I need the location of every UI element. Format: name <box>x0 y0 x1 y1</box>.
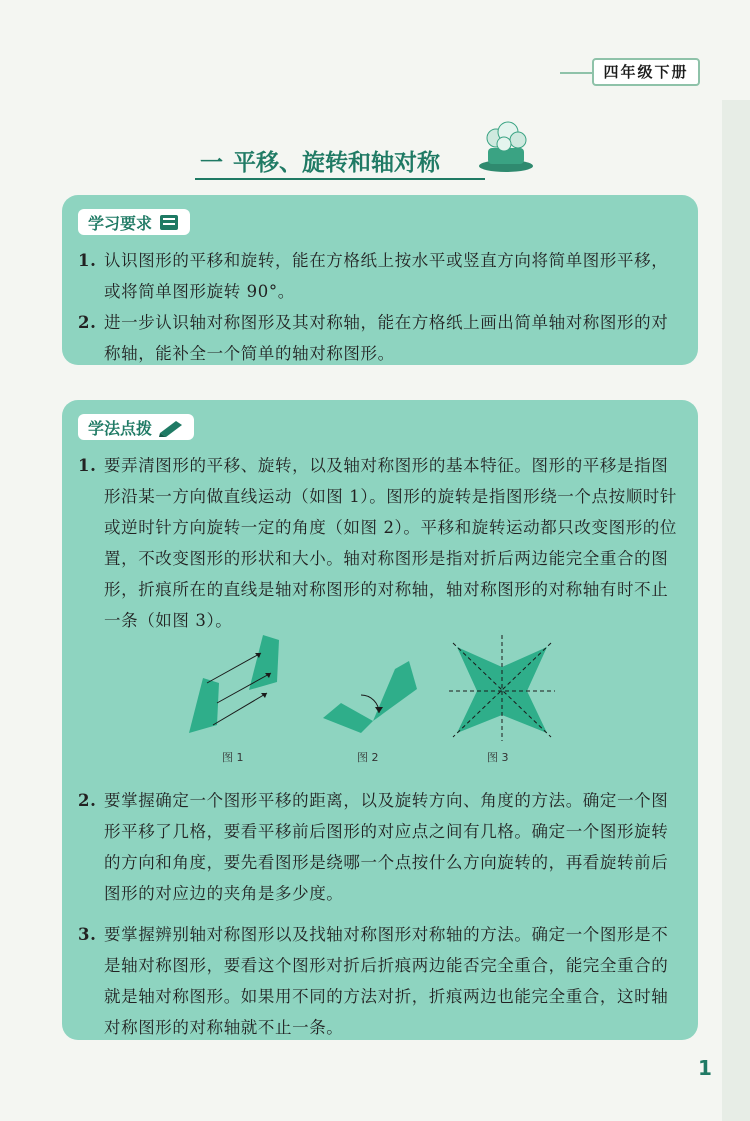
requirements-heading-text: 学习要求 <box>88 213 153 233</box>
tips-heading-text: 学法点拨 <box>88 418 153 438</box>
tips-list-part1 <box>78 450 678 636</box>
grade-label: 四年级下册 <box>592 58 700 86</box>
chapter-title-text: 平移、旋转和轴对称 <box>233 148 440 176</box>
figure-2-caption: 图 2 <box>357 751 379 764</box>
requirement-item <box>78 245 678 307</box>
item-text: 认识图形的平移和旋转，能在方格纸上按水平或竖直方向将简单图形平移，或将简单图形旋转 90°。 <box>104 251 669 301</box>
requirement-item <box>78 307 678 369</box>
tips-heading <box>78 414 194 440</box>
figure-1-caption: 图 1 <box>222 751 244 764</box>
requirements-panel <box>62 195 698 365</box>
item-text: 要掌握辨别轴对称图形以及找轴对称图形对称轴的方法。确定一个图形是不是轴对称图形，要看这个图形对折后折痕两边能否完全重合，能完全重合的就是轴对称图形。如果用不同的方法对折，折痕两边也能完全重合，这时轴对称图形的对称轴就不止一条。 <box>104 925 669 1037</box>
item-number: 1. <box>78 456 97 475</box>
figure-row <box>62 633 698 773</box>
tips-list-part2 <box>78 785 678 1043</box>
translation-figure <box>177 633 307 743</box>
axis-symmetry-figure <box>447 633 557 743</box>
chapter-title-underline <box>195 178 485 180</box>
tip-item <box>78 450 678 636</box>
page-edge-strip <box>722 100 750 1121</box>
tip-item <box>78 785 678 909</box>
item-text: 要弄清图形的平移、旋转，以及轴对称图形的基本特征。图形的平移是指图形沿某一方向做直线运动（如图 1）。图形的旋转是指图形绕一个点按顺时针或逆时针方向旋转一定的角度（如图 2）。平移和旋转运动都只改变图形的位置，不改变图形的形状和大小。轴对称图形是指对折后两边能完全重合的图形，折痕所在的直线是轴对称图形的对称轴，轴对称图形的对称轴有时不止一条（如图 3）。 <box>104 456 677 630</box>
rotation-figure <box>317 633 427 743</box>
page-number: 1 <box>698 1056 712 1080</box>
figure-3-caption: 图 3 <box>487 751 509 764</box>
book-icon <box>158 212 180 232</box>
item-number: 1. <box>78 251 97 270</box>
grade-tag-rule <box>560 72 594 74</box>
chapter-title <box>200 140 480 180</box>
item-number: 3. <box>78 925 97 944</box>
flower-pot-icon <box>476 118 536 174</box>
item-text: 要掌握确定一个图形平移的距离，以及旋转方向、角度的方法。确定一个图形平移了几格，要看平移前后图形的对应点之间有几格。确定一个图形旋转的方向和角度，要先看图形是绕哪一个点按什么方向旋转的，再看旋转前后图形的对应边的夹角是多少度。 <box>104 791 669 903</box>
requirements-heading <box>78 209 190 235</box>
tips-panel <box>62 400 698 1040</box>
requirements-list <box>78 245 678 369</box>
item-text: 进一步认识轴对称图形及其对称轴，能在方格纸上画出简单轴对称图形的对称轴，能补全一个简单的轴对称图形。 <box>104 313 669 363</box>
item-number: 2. <box>78 791 97 810</box>
chapter-number: 一 <box>200 148 223 176</box>
tip-item <box>78 919 678 1043</box>
pencil-icon <box>158 417 184 437</box>
item-number: 2. <box>78 313 97 332</box>
